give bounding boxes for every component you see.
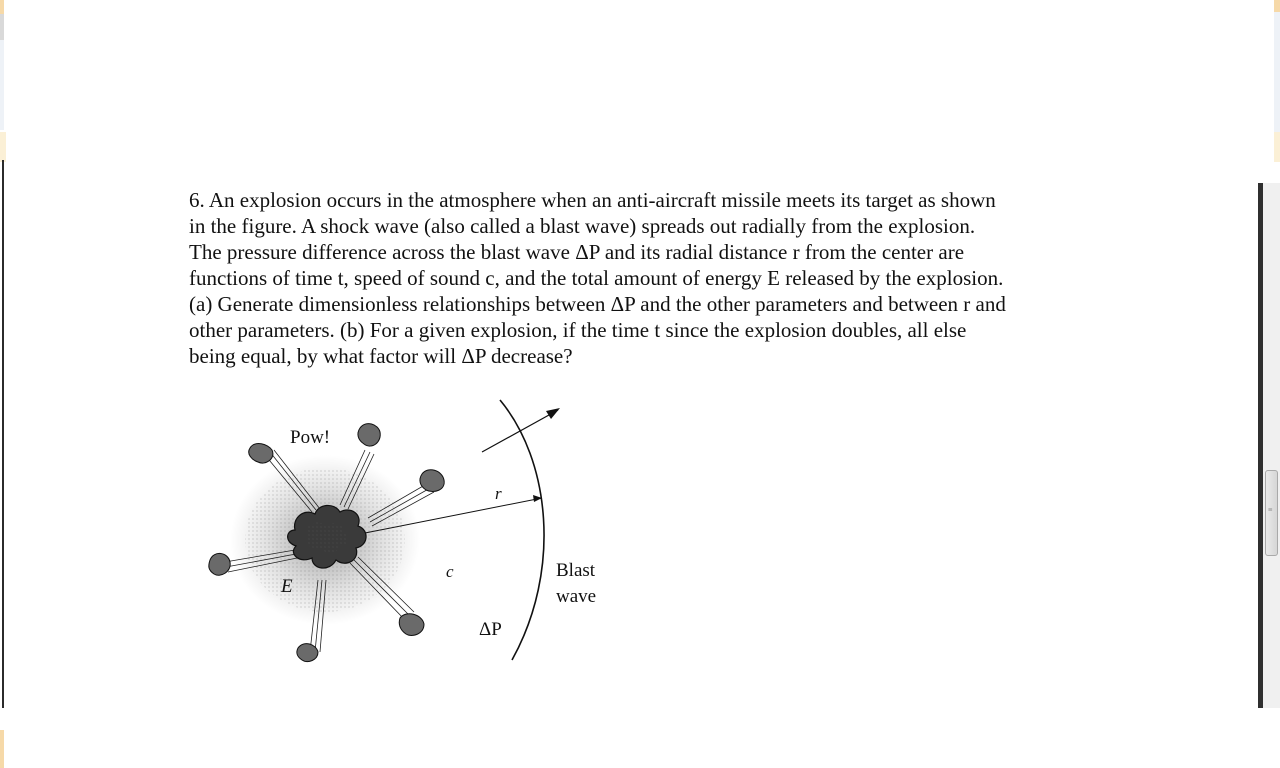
vertical-scrollbar[interactable]: [1263, 183, 1280, 708]
window-edge-left-accent: [0, 132, 6, 162]
pow-label: Pow!: [290, 427, 331, 448]
explosion-figure: [200, 390, 620, 670]
problem-line: 6. An explosion occurs in the atmosphere when an anti-aircraft missile meets its target as shown: [189, 188, 996, 212]
window-edge-bottom-left: [0, 730, 4, 768]
energy-label: E: [281, 576, 293, 597]
problem-line: (a) Generate dimensionless relationships between ΔP and the other parameters and between r and: [189, 292, 1006, 316]
problem-statement: [189, 187, 1089, 369]
document-border-left: [2, 160, 4, 708]
problem-line: being equal, by what factor will ΔP decrease?: [189, 344, 573, 368]
problem-line: in the figure. A shock wave (also called a blast wave) spreads out radially from the explosion.: [189, 214, 976, 238]
propagation-arrowhead: [546, 408, 560, 419]
speed-of-sound-label: c: [446, 562, 454, 581]
scrollbar-grip-icon: ≡: [1268, 505, 1273, 514]
window-edge-right-accent: [1274, 132, 1280, 162]
pressure-difference-label: ΔP: [479, 619, 502, 640]
window-edge-left: [0, 0, 4, 130]
r-label: r: [495, 484, 502, 503]
problem-line: functions of time t, speed of sound c, and the total amount of energy E released by the explosion.: [189, 266, 1004, 290]
problem-line: The pressure difference across the blast wave ΔP and its radial distance r from the center are: [189, 240, 965, 264]
explosion-diagram: [200, 390, 620, 670]
propagation-arrow: [482, 410, 558, 452]
problem-line: other parameters. (b) For a given explosion, if the time t since the explosion doubles, all else: [189, 318, 967, 342]
wave-label: wave: [556, 586, 597, 607]
page-bottom-area: [0, 708, 1280, 768]
blast-label: Blast: [556, 560, 596, 581]
